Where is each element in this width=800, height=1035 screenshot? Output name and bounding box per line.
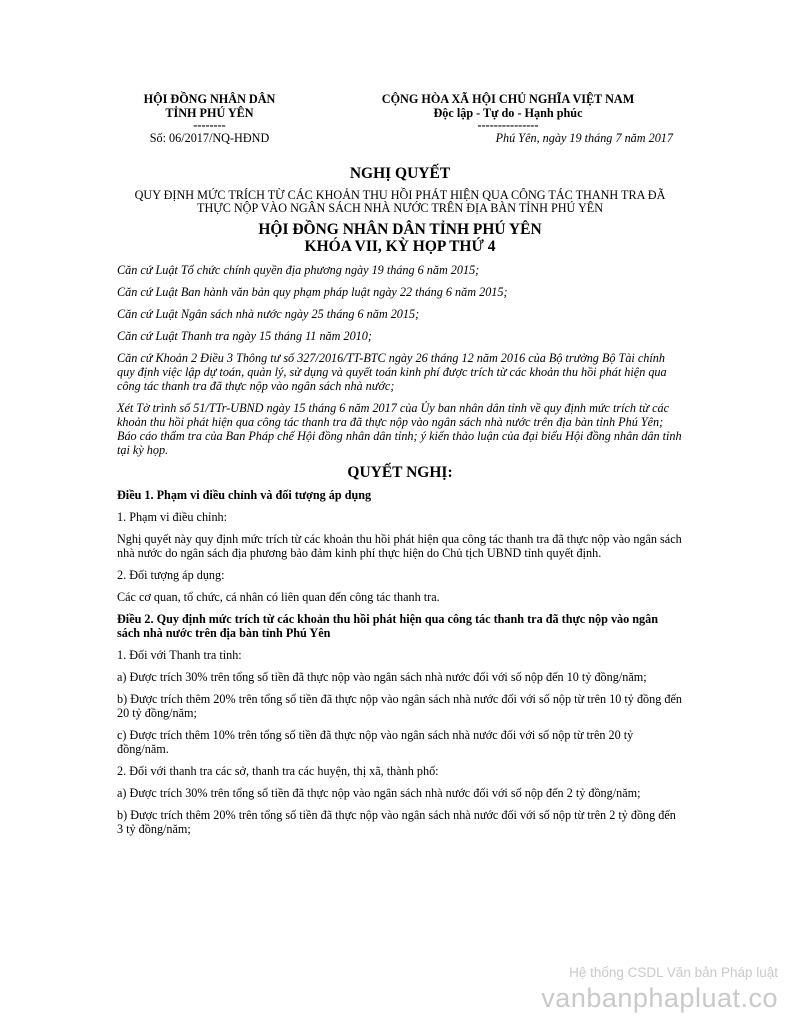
basis-item: Căn cứ Luật Tổ chức chính quyền địa phương ngày 19 tháng 6 năm 2015; [117, 263, 480, 277]
paragraph: b) Được trích thêm 20% trên tổng số tiền đã thực nộp vào ngân sách nhà nước đối với số nộp từ trên 10 tỷ đồng đến 20 tỷ đồng/năm; [117, 692, 682, 720]
basis-item: Căn cứ Luật Ban hành văn bản quy phạm pháp luật ngày 22 tháng 6 năm 2015; [117, 285, 508, 299]
document-number: Số: 06/2017/NQ-HĐND [149, 131, 270, 145]
paragraph: a) Được trích 30% trên tổng số tiền đã thực nộp vào ngân sách nhà nước đối với số nộp đến 2 tỷ đồng/năm; [117, 786, 641, 800]
paragraph: Các cơ quan, tổ chức, cá nhân có liên quan đến công tác thanh tra. [117, 590, 440, 604]
basis-item: Căn cứ Khoản 2 Điều 3 Thông tư số 327/2016/TT-BTC ngày 26 tháng 12 năm 2016 của Bộ trưởng Bộ Tài chính quy định việc lập dự toán, quản lý, sử dụng và quyết toán kinh phí được trích từ các khoản thu hồi phát hiện qua công tác thanh tra đã thực nộp vào ngân sách nhà nước; [117, 351, 667, 393]
paragraph: b) Được trích thêm 20% trên tổng số tiền đã thực nộp vào ngân sách nhà nước đối với số nộp từ trên 2 tỷ đồng đến 3 tỷ đồng/năm; [117, 808, 676, 836]
national-title: CỘNG HÒA XÃ HỘI CHỦ NGHĨA VIỆT NAM [381, 92, 635, 106]
issuer-block [117, 92, 302, 145]
document-subtitle: QUY ĐỊNH MỨC TRÍCH TỪ CÁC KHOẢN THU HỒI PHÁT HIỆN QUA CÔNG TÁC THANH TRA ĐÃ THỰC NỘP VÀO NGÂN SÁCH NHÀ NƯỚC TRÊN ĐỊA BÀN TỈNH PHÚ YÊN [134, 188, 666, 215]
watermark-caption: Hệ thống CSDL Văn bản Pháp luật [569, 965, 778, 980]
basis-item: Xét Tờ trình số 51/TTr-UBND ngày 15 tháng 6 năm 2017 của Ủy ban nhân dân tỉnh về quy định mức trích từ các khoản thu hồi phát hiện qua công tác thanh tra đã thực nộp vào ngân sách nhà nước trên địa bàn tỉnh Phú Yên; Báo cáo thẩm tra của Ban Pháp chế Hội đồng nhân dân tỉnh; ý kiến thảo luận của đại biểu Hội đồng nhân dân tỉnh tại kỳ họp. [117, 401, 682, 457]
paragraph: 1. Phạm vi điều chỉnh: [117, 510, 228, 524]
council-heading [117, 221, 683, 255]
paragraph: 2. Đối với thanh tra các sở, thanh tra các huyện, thị xã, thành phố: [117, 764, 439, 778]
document-title: NGHỊ QUYẾT [349, 165, 451, 182]
paragraph: 2. Đối tượng áp dụng: [117, 568, 225, 582]
national-motto-block [343, 92, 673, 145]
council-name: HỘI ĐỒNG NHÂN DÂN TỈNH PHÚ YÊN [258, 221, 542, 238]
decide-heading: QUYẾT NGHỊ: [347, 464, 453, 481]
document-header [117, 92, 683, 145]
paragraph: c) Được trích thêm 10% trên tổng số tiền đã thực nộp vào ngân sách nhà nước đối với số nộp từ trên 20 tỷ đồng/năm. [117, 728, 634, 756]
issue-date: Phú Yên, ngày 19 tháng 7 năm 2017 [495, 131, 673, 145]
issuer-divider: -------- [193, 118, 226, 132]
document-body [117, 488, 683, 836]
issuer-province: TỈNH PHÚ YÊN [165, 106, 254, 120]
paragraph: 1. Đối với Thanh tra tỉnh: [117, 648, 242, 662]
document-page [117, 92, 683, 836]
article-2-title: Điều 2. Quy định mức trích từ các khoản thu hồi phát hiện qua công tác thanh tra đã thực nộp vào ngân sách nhà nước trên địa bàn tỉnh Phú Yên [117, 612, 659, 640]
watermark-site: vanbanphapluat.co [541, 983, 778, 1013]
legal-basis [117, 263, 683, 457]
basis-item: Căn cứ Luật Ngân sách nhà nước ngày 25 tháng 6 năm 2015; [117, 307, 420, 321]
paragraph: Nghị quyết này quy định mức trích từ các khoản thu hồi phát hiện qua công tác thanh tra đã thực nộp vào ngân sách nhà nước do ngân sách địa phương bảo đảm kinh phí thực hiện do Chủ tịch UBND tỉnh quyết định. [117, 532, 682, 560]
motto-divider: --------------- [477, 118, 539, 132]
council-session: KHÓA VII, KỲ HỌP THỨ 4 [304, 238, 496, 255]
paragraph: a) Được trích 30% trên tổng số tiền đã thực nộp vào ngân sách nhà nước đối với số nộp đến 10 tỷ đồng/năm; [117, 670, 647, 684]
article-1-title: Điều 1. Phạm vi điều chỉnh và đối tượng áp dụng [117, 488, 372, 502]
basis-item: Căn cứ Luật Thanh tra ngày 15 tháng 11 năm 2010; [117, 329, 372, 343]
national-motto: Độc lập - Tự do - Hạnh phúc [433, 106, 583, 120]
issuer-name: HỘI ĐỒNG NHÂN DÂN [143, 92, 276, 106]
